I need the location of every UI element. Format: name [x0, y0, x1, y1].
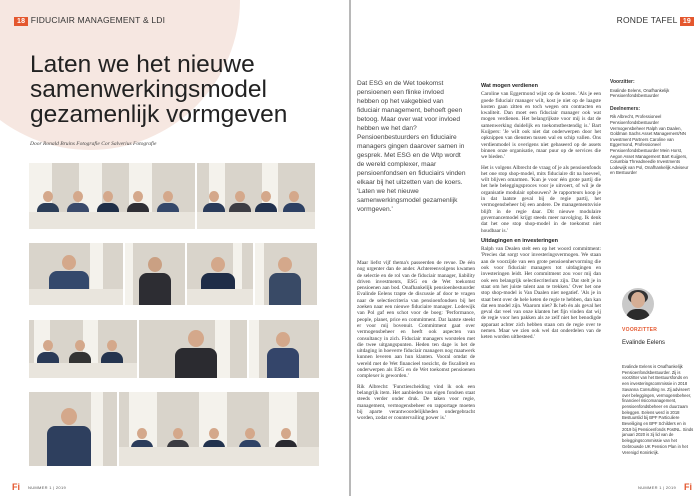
section-title: RONDE TAFEL — [616, 15, 678, 25]
article-column-2 — [481, 80, 601, 345]
right-page — [351, 0, 700, 496]
group-photo — [29, 163, 195, 229]
participant-photo — [255, 243, 317, 305]
section-title: FIDUCIAIR MANAGEMENT & LDI — [30, 15, 166, 25]
chair-info: Evalinde Eelens, Onafhankelijk Pensioenfondsbestuurder — [610, 87, 670, 99]
page-number: 18 — [14, 17, 28, 26]
article-title: Laten we het nieuwe samenwerkingsmodel gezamenlijk vormgeven — [30, 51, 288, 128]
subheading: Uitdagingen en investeringen — [481, 237, 559, 244]
magazine-logo: Fi — [684, 482, 692, 492]
participants-list: Rik Albrecht, Professioneel Pensioenfondsbestuurder Vermogensbeheer Ralph van Daalen, Goldman Sachs Asset Management/NN Investment Partners Caroline van Eggermond, Professioneel Pensioenfondsbestuurder Mein Horst, Aegon Asset Management Bart Kuijpers, Columbia Threadneedle Investments Lodewijk van Pol, Onafhankelijk Adviseur en Bestuurder — [610, 114, 689, 176]
participant-photo — [29, 392, 117, 466]
paragraph: Het is volgens Albrecht de vraag of je als pensioenfonds het one stop shop-model, mits fiduciaire dit na hoeveel, wilt blijven omarmen. 'Kun je voor één grote partij die het hele beleggingsproces voor je uitvoert, of wil je de organisatie modulair opbouwen? Je rapporteurs koop je in dat laatste geval bij de regie partij, het vermogensbeheer bij een andere. De managementsvisie blijft in de regie daar. Dit nieuwe modulaire governancemodel krijgt steeds meer navolging. Ik denk dat het one stop shop-model in de toekomst niet houdbaar is.' — [481, 164, 601, 234]
paragraph: Maar liefst vijf thema's passeerden de revue. De één nog urgenter dan de ander. Achtereenvolgens kwamen de selectie en de rol van de fiduciair manager, liability driven investments, ESG en de Wet toekomst pensioenen aan bod. Onafhankelijk pensioenbestuurder Evalinde Eelens trapte de discussie af door te vragen naar de selectiecriteria van pensioenfondsen bij het zoeken naar een nieuwe fiduciaire manager. Lodewijk van Pol gaf een schot voor de boeg: 'Performance, people, planet, price en commitment. Dat laatste steekt er voor mij bovenuit. Commitment gaat over vermogensbeheer en heeft ook aspecten van consultancy in zich. Fiduciair managers worstelen met die twee uitgangspunten. Heden ten dage is het de uitdaging in hoeverre fiduciair managers nog maatwerk kunnen leveren aan hun klanten. Vooral omdat de wereld met de Wet financieel toezicht, de fiscaliteit en onderwerpen als ESG en de Wet toekomst pensioenen complexer is geworden.' — [357, 260, 475, 380]
magazine-logo: Fi — [12, 482, 20, 492]
group-photo — [119, 392, 319, 466]
paragraph: Caroline van Eggermond wijst op de kosten. 'Als je een goede fiduciair manager wilt, kost je niet op de laagste kosten gaan zitten en toch wegen om contracten en kwaliteit. Dan moet een fiduciair manager ook wat mogen verdienen. Het belangrijkste voor mij is dat de samenwerking duidelijk en toekomstbestendig is.' Bart Kuijpers: 'Je wilt ook niet dat onderwerpen door het opknippen van diensten tussen wal en schip vallen. Ons verdienmodel is overigens niet gebaseerd op de assets binnen onze organisatie, maar puur op de services die we bieden.' — [481, 91, 601, 161]
participant-photo — [29, 243, 123, 305]
chair-portrait — [622, 288, 654, 320]
sidebar-label: Voorzitter: — [610, 79, 635, 85]
article-intro: Dat ESG en de Wet toekomst pensioenen een flinke invloed hebben op het vakgebied van fiduciair management, behoeft geen betoog. Maar over wat voor invloed hebben we het dan? Pensioenbestuurders en fiduciaire managers gingen daarover samen in gesprek. Met ESG en de Wtp wordt de wereld complexer, maar pensioenfondsen en fiduciairs vinden elkaar bij het uitzetten van de koers. 'Laten we het nieuwe samenwerkingsmodel gezamenlijk vormgeven.' — [357, 80, 466, 213]
participant-photo — [139, 320, 247, 378]
group-photo — [197, 163, 315, 229]
page-number: 19 — [680, 17, 694, 26]
section-header — [14, 15, 165, 26]
paragraph: Ralph van Dealen stelt een op het woord commitment: 'Precies dat sorgt voor investeringsvermogen. We staan aan de voorzijde van een grote pensioenhervorming die ook voor fiduciair managers tot uitdagingen en investeringen leidt. Het commitment zou voor mij dan ook een belangrijk selectiecriterium zijn. Dat stelt je in staat om het juiste talent aan te trekken.' Over het one stop shop-model is Van Daalen niet negatief. 'Als je in staat bent over de hele keten de regie te hebben, dan kan dat een model zijn. Waarom niet? Ik heb én als geval het geval dat veel van onze klanten het fijn vinden dat wij de regie voor hen pakken als ze zelf niet het benodigde apparaat achter zich hebben staan om de regie over te nemen. Maar we zien ook wel dat onderdelen van de keten worden uitbesteed.' — [481, 246, 601, 341]
sidebar-label: Deelnemers: — [610, 105, 641, 112]
group-photo — [29, 320, 137, 378]
chair-bio: Evalinde Eelens is Onafhankelijk Pensioenfondsbestuurder. Zij is voorzitter van het Bestuursfonds en een investeringscommissie in 2018 Savanna Consulting nv. Zij adviseert over beleggingen, vermogensbeheer, financieel risicomanagement, pensioenfondsbeheer en duurzaam beleggen. Eelens werd in 2018 Bestuurslid bij BPF Particuliere Beveiliging en BPF Schilders en in 2019 bij Pensioenfonds PostNL. Sinds januari 2020 is zij lid van de beleggingscommissie van het Gebrouwde UK Pension Plan in het Verenigd Koninkrijk. — [622, 364, 694, 455]
byline: Door Ronald Bruins Fotografie Cor Salverius Fotografie — [30, 141, 157, 147]
issue-reference: NUMMER 1 | 2019 — [28, 485, 66, 490]
chair-label: VOORZITTER — [622, 327, 658, 333]
chair-name: Evalinde Eelens — [622, 340, 666, 346]
participant-photo — [249, 320, 319, 378]
participant-photo — [187, 243, 253, 305]
paragraph: Rik Albrecht: 'Functiescheiding vind ik ook een belangrijk item. Het aanbieden van eigen fondsen staat steeds verder onder druk. De taken voor regie, management, vermogensbeheer en rapportage moeten bij aparte verantwoordelijkheden ondergebracht worden, zodat er countervailing power is.' — [357, 383, 475, 422]
section-header — [617, 15, 694, 26]
left-page — [0, 0, 349, 496]
article-column-1 — [357, 260, 475, 425]
participant-photo — [125, 243, 185, 305]
issue-reference: NUMMER 1 | 2019 — [638, 485, 676, 490]
participants-sidebar — [610, 80, 690, 176]
subheading: Wat mogen verdienen — [481, 83, 538, 89]
